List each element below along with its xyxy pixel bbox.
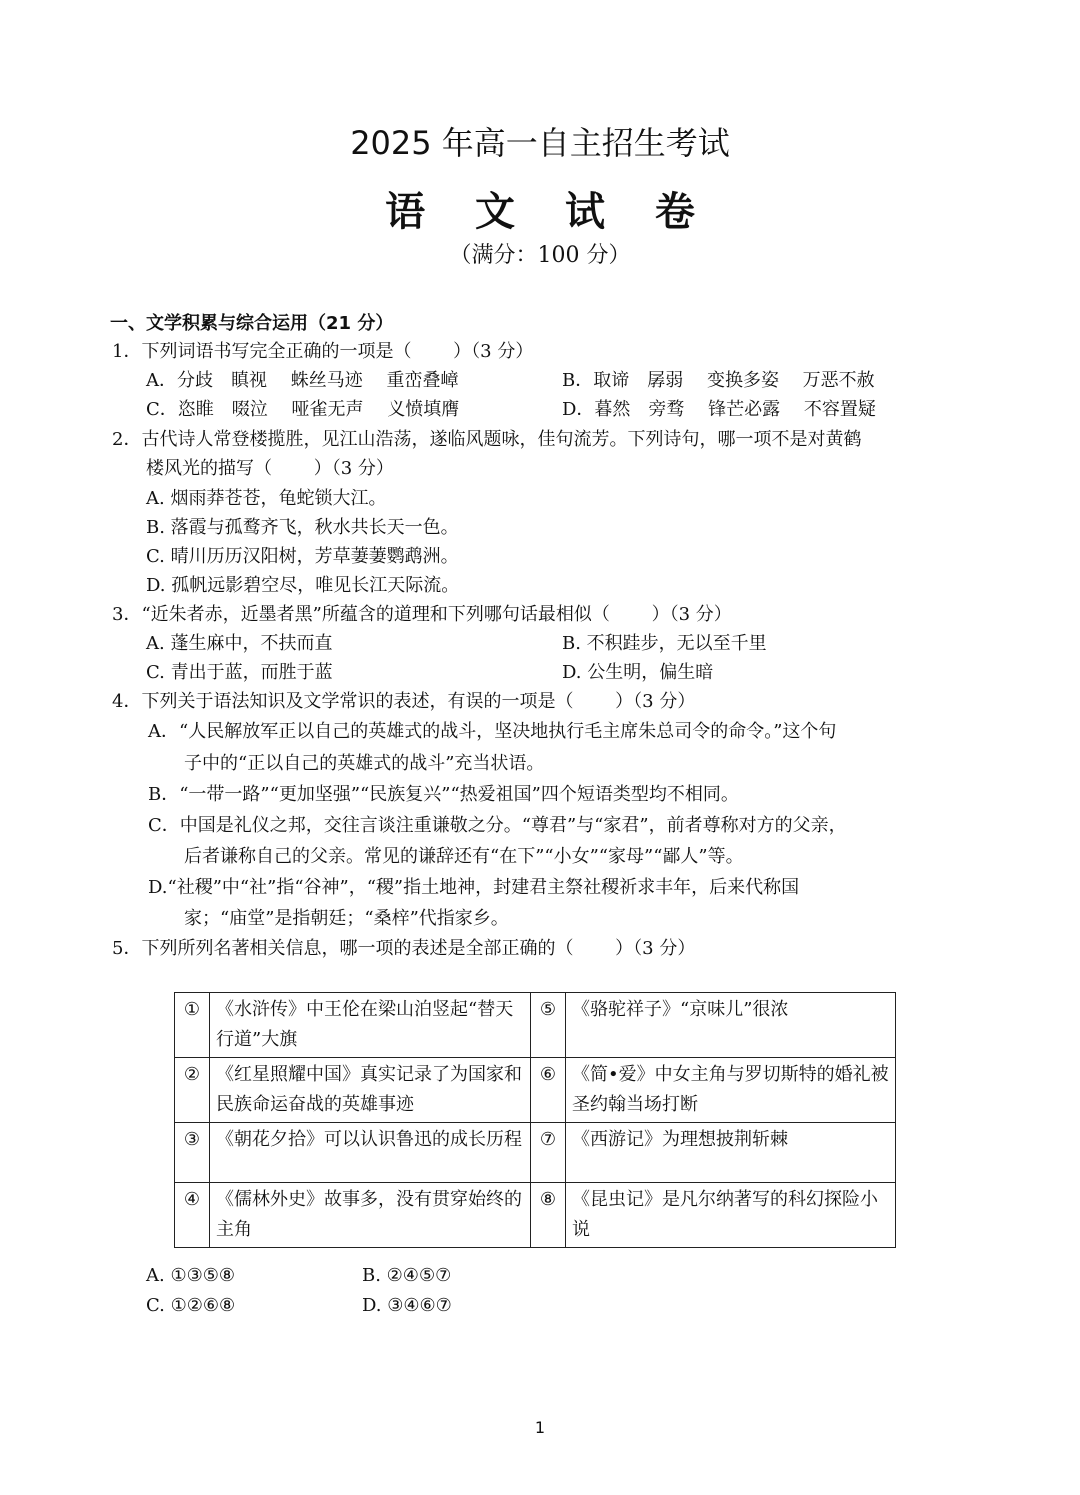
question-4-stem: 4．下列关于语法知识及文学常识的表述，有误的一项是（ ）（3 分）: [112, 691, 696, 712]
question-3-option-c: C. 青出于蓝，而胜于蓝: [146, 662, 333, 683]
question-2-option-a: A. 烟雨莽苍苍，龟蛇锁大江。: [146, 488, 387, 509]
page-number: 1: [534, 1418, 546, 1437]
table-row: [175, 1123, 896, 1183]
table-cell-number: ⑦: [531, 1123, 566, 1183]
table-cell-number: ⑥: [531, 1058, 566, 1123]
question-4-option-d-cont: 家；“庙堂”是指朝廷；“桑梓”代指家乡。: [184, 908, 509, 929]
table-row: [175, 1183, 896, 1248]
question-3-stem: 3．“近朱者赤，近墨者黑”所蕴含的道理和下列哪句话最相似（ ）（3 分）: [112, 604, 732, 625]
question-1-option-d: D．暮然 旁骛 锋芒必露 不容置疑: [562, 399, 876, 420]
question-1-stem: 1．下列词语书写完全正确的一项是（ ）（3 分）: [112, 341, 534, 362]
table-cell-text: 《昆虫记》是凡尔纳著写的科幻探险小说: [566, 1183, 896, 1248]
table-row: [175, 993, 896, 1058]
page-title: 2025 年高一自主招生考试: [350, 124, 730, 162]
table-cell-number: ⑧: [531, 1183, 566, 1248]
question-3-option-a: A. 蓬生麻中，不扶而直: [146, 633, 333, 654]
table-cell-text: 《朝花夕拾》可以认识鲁迅的成长历程: [210, 1123, 531, 1183]
question-3-option-b: B. 不积跬步，无以至千里: [562, 633, 767, 654]
section-heading: 一、文学积累与综合运用（21 分）: [110, 313, 394, 334]
table-cell-number: ③: [175, 1123, 210, 1183]
question-4-option-a: A．“人民解放军正以自己的英雄式的战斗，坚决地执行毛主席朱总司令的命令。”这个句: [148, 721, 837, 742]
full-score: （满分：100 分）: [449, 243, 631, 268]
table-cell-text: 《水浒传》中王伦在梁山泊竖起“替天行道”大旗: [210, 993, 531, 1058]
classics-table: [174, 992, 896, 1248]
table-cell-text: 《骆驼祥子》“京味儿”很浓: [566, 993, 896, 1058]
table-cell-number: ⑤: [531, 993, 566, 1058]
question-2-option-d: D. 孤帆远影碧空尽，唯见长江天际流。: [146, 575, 460, 596]
table-cell-number: ①: [175, 993, 210, 1058]
table-cell-text: 《西游记》为理想披荆斩棘: [566, 1123, 896, 1183]
table-cell-text: 《简•爱》中女主角与罗切斯特的婚礼被圣约翰当场打断: [566, 1058, 896, 1123]
table-row: [175, 1058, 896, 1123]
table-cell-text: 《红星照耀中国》真实记录了为国家和民族命运奋战的英雄事迹: [210, 1058, 531, 1123]
question-4-option-a-cont: 子中的“正以自己的英雄式的战斗”充当状语。: [184, 753, 545, 774]
question-1-option-a: A．分歧 瞋视 蛛丝马迹 重峦叠嶂: [146, 370, 459, 391]
question-5-option-d: D. ③④⑥⑦: [362, 1295, 452, 1316]
question-2-stem-cont: 楼风光的描写（ ）（3 分）: [146, 458, 394, 479]
question-5-option-c: C. ①②⑥⑧: [146, 1295, 236, 1316]
question-4-option-c-cont: 后者谦称自己的父亲。常见的谦辞还有“在下”“小女”“家母”“鄙人”等。: [184, 846, 744, 867]
question-5-stem: 5．下列所列名著相关信息，哪一项的表述是全部正确的（ ）（3 分）: [112, 938, 696, 959]
question-4-option-c: C．中国是礼仪之邦，交往言谈注重谦敬之分。“尊君”与“家君”，前者尊称对方的父亲，: [148, 815, 847, 836]
question-4-option-b: B．“一带一路”“更加坚强”“民族复兴”“热爱祖国”四个短语类型均不相同。: [148, 784, 739, 805]
question-5-option-a: A. ①③⑤⑧: [146, 1265, 235, 1286]
table-cell-number: ④: [175, 1183, 210, 1248]
question-2-option-c: C. 晴川历历汉阳树，芳草萋萋鹦鹉洲。: [146, 546, 459, 567]
question-1-option-c: C．恣睢 啜泣 哑雀无声 义愤填膺: [146, 399, 460, 420]
table-cell-text: 《儒林外史》故事多，没有贯穿始终的主角: [210, 1183, 531, 1248]
question-2-stem: 2．古代诗人常登楼揽胜，见江山浩荡，遂临风题咏，佳句流芳。下列诗句，哪一项不是对黄鹤: [112, 429, 862, 450]
paper-subtitle: 语 文 试 卷: [385, 188, 713, 235]
question-2-option-b: B. 落霞与孤鹜齐飞，秋水共长天一色。: [146, 517, 459, 538]
table-cell-number: ②: [175, 1058, 210, 1123]
question-5-option-b: B. ②④⑤⑦: [362, 1265, 452, 1286]
question-4-option-d: D.“社稷”中“社”指“谷神”，“稷”指土地神，封建君主祭社稷祈求丰年，后来代称国: [148, 877, 800, 898]
question-1-option-b: B．取谛 孱弱 变换多姿 万恶不赦: [562, 370, 875, 391]
question-3-option-d: D. 公生明，偏生暗: [562, 662, 714, 683]
